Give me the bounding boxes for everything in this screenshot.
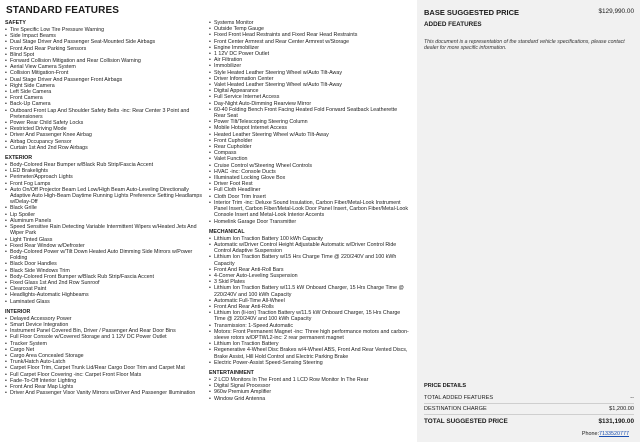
total-price-label: TOTAL SUGGESTED PRICE: [424, 418, 508, 425]
feature-list: [209, 20, 409, 225]
price-row-value: $1,200.00: [609, 406, 634, 412]
feature-item: • Compass: [209, 150, 409, 156]
feature-item: • Cargo Net: [5, 347, 205, 353]
feature-item: • 1 12V DC Power Outlet: [209, 51, 409, 57]
feature-item: • Front And Rear Parking Sensors: [5, 46, 205, 52]
feature-item: • Perimeter/Approach Lights: [5, 174, 205, 180]
feature-item: • Mobile Hotspot Internet Access: [209, 125, 409, 131]
feature-item: • Digital Appearance: [209, 88, 409, 94]
feature-item: • Aerial View Camera System: [5, 64, 205, 70]
base-price-label: BASE SUGGESTED PRICE: [424, 8, 520, 17]
pricing-panel: [417, 0, 640, 442]
feature-item: • Front Camera: [5, 95, 205, 101]
feature-item: • Automatic Full-Time All-Wheel: [209, 298, 409, 304]
feature-item: • Light Tinted Glass: [5, 237, 205, 243]
feature-item: • LED Brakelights: [5, 168, 205, 174]
feature-item: • Instrument Panel Covered Bin, Driver / Passenger And Rear Door Bins: [5, 328, 205, 334]
feature-item: • Cruise Control w/Steering Wheel Controls: [209, 163, 409, 169]
page-title: STANDARD FEATURES: [6, 5, 119, 16]
feature-item: • Auto On/Off Projector Beam Led Low/High Beam Auto-Leveling Directionally Adaptive Auto High-Beam Daytime Running Lights Preference Setting Headlamps w/Delay-Off: [5, 187, 205, 206]
section-heading-safety: SAFETY: [5, 20, 26, 26]
feature-item: • 60-40 Folding Bench Front Facing Heated Fold Forward Seatback Leatherette Rear Seat: [209, 107, 409, 119]
feature-item: • Fade-To-Off Interior Lighting: [5, 378, 205, 384]
feature-item: • Front Cupholder: [209, 138, 409, 144]
feature-item: • Driver Foot Rest: [209, 181, 409, 187]
feature-item: • Body-Colored Power w/Tilt Down Heated Auto Dimming Side Mirrors w/Power Folding: [5, 249, 205, 261]
feature-item: • Lithium Ion Traction Battery w/11.5 kW Onboard Charger, 15 Hrs Charge Time @ 220/240V and 100 kWh Capacity: [209, 285, 409, 297]
feature-item: • Right Side Camera: [5, 83, 205, 89]
feature-item: • Body-Colored Rear Bumper w/Black Rub Strip/Fascia Accent: [5, 162, 205, 168]
feature-item: • Digital Signal Processor: [209, 383, 409, 389]
total-price-value: $131,190.00: [598, 418, 634, 425]
feature-list: [5, 316, 205, 397]
price-details-title: PRICE DETAILS: [424, 383, 467, 389]
feature-item: • Style Heated Leather Steering Wheel w/Auto Tilt-Away: [209, 70, 409, 76]
feature-item: • Driver And Passenger Knee Airbag: [5, 132, 205, 138]
feature-item: • Dual Stage Driver And Passenger Front Airbags: [5, 77, 205, 83]
feature-item: • Full Service Internet Access: [209, 94, 409, 100]
feature-item: • 960w Premium Amplifier: [209, 389, 409, 395]
feature-item: • Aluminum Panels: [5, 218, 205, 224]
feature-item: • Dual Stage Driver And Passenger Seat-Mounted Side Airbags: [5, 39, 205, 45]
feature-item: • Front Center Armrest and Rear Center Armrest w/Storage: [209, 39, 409, 45]
feature-item: • Lithium Ion Traction Battery: [209, 341, 409, 347]
feature-item: • Full Cloth Headliner: [209, 187, 409, 193]
price-row-label: TOTAL ADDED FEATURES: [424, 395, 494, 401]
feature-item: • Engine Immobilizer: [209, 45, 409, 51]
feature-item: • Blind Spot: [5, 52, 205, 58]
feature-item: • Driver Information Center: [209, 76, 409, 82]
feature-item: • Interior Trim -inc: Deluxe Sound Insulation, Carbon Fiber/Metal-Look Instrument Panel Insert, Carbon Fiber/Metal-Look Door Panel Insert, Carbon Fiber/Metal-Look Console Insert and Metal-Look Interior Accents: [209, 200, 409, 219]
price-row-total: [424, 415, 634, 427]
feature-item: • Systems Monitor: [209, 20, 409, 26]
base-price-header: [424, 8, 634, 17]
feature-list: [209, 377, 409, 402]
feature-item: • Tracker System: [5, 341, 205, 347]
disclaimer-text: This document is a representation of the standard vehicle specifications, please contact dealer for more specific information.: [424, 39, 625, 52]
features-column-1: [5, 20, 205, 396]
feature-item: • Full Floor Console w/Covered Storage and 1 12V DC Power Outlet: [5, 334, 205, 340]
feature-item: • Power Rear Child Safety Locks: [5, 120, 205, 126]
feature-item: • Automatic w/Driver Control Height Adjustable Automatic w/Driver Control Ride Control Adaptive Suspension: [209, 242, 409, 254]
feature-item: • Speed Sensitive Rain Detecting Variable Intermittent Wipers w/Heated Jets And Wiper Park: [5, 224, 205, 236]
feature-item: • Electric Power-Assist Speed-Sensing Steering: [209, 360, 409, 366]
feature-item: • Delayed Accessory Power: [5, 316, 205, 322]
feature-item: • Curtain 1st And 2nd Row Airbags: [5, 145, 205, 151]
section-heading-interior: INTERIOR: [5, 308, 31, 315]
feature-item: • Trunk/Hatch Auto-Latch: [5, 359, 205, 365]
section-heading-exterior: EXTERIOR: [5, 155, 33, 162]
feature-item: • Clearcoat Paint: [5, 286, 205, 292]
price-row-label: DESTINATION CHARGE: [424, 406, 487, 412]
feature-item: • Air Filtration: [209, 57, 409, 63]
feature-item: • Homelink Garage Door Transmitter: [209, 219, 409, 225]
section-heading-entertainment: ENTERTAINMENT: [209, 369, 254, 376]
feature-item: • Lithium Ion Traction Battery 100 kWh Capacity: [209, 236, 409, 242]
section-heading-mechanical: MECHANICAL: [209, 228, 245, 235]
feature-item: • Lithium Ion (li-ion) Traction Battery w/11.5 kW Onboard Charger, 15 Hrs Charge Time @ 220/240V and 100 kWh Capacity: [209, 310, 409, 322]
feature-item: • Valet Function: [209, 156, 409, 162]
feature-item: • Side Impact Beams: [5, 33, 205, 39]
feature-item: • 2 LCD Monitors In The Front and 1 LCD Row Monitor In The Rear: [209, 377, 409, 383]
feature-item: • Cloth Door Trim Insert: [209, 194, 409, 200]
feature-item: • Driver And Passenger Visor Vanity Mirrors w/Driver And Passenger Illumination: [5, 390, 205, 396]
feature-item: • 3 Skid Plates: [209, 279, 409, 285]
price-row-destination: [424, 404, 634, 415]
feature-item: • Black Door Handles: [5, 261, 205, 267]
feature-item: • Restricted Driving Mode: [5, 126, 205, 132]
feature-item: • Left Side Camera: [5, 89, 205, 95]
feature-item: • Smart Device Integration: [5, 322, 205, 328]
feature-item: • Lithium Ion Traction Battery w/15 Hrs Charge Time @ 220/240V and 100 kWh Capacity: [209, 254, 409, 266]
feature-item: • Immobilizer: [209, 63, 409, 69]
feature-item: • Collision Mitigation-Front: [5, 70, 205, 76]
added-features-heading: ADDED FEATURES: [424, 21, 482, 28]
feature-item: • Black Side Windows Trim: [5, 268, 205, 274]
feature-item: • Laminated Glass: [5, 299, 205, 305]
feature-list: [5, 162, 205, 305]
price-row-added-features: [424, 393, 634, 404]
base-price-value: $129,990.00: [598, 8, 634, 15]
feature-item: • Airbag Occupancy Sensor: [5, 139, 205, 145]
feature-item: • Front Fog Lamps: [5, 181, 205, 187]
feature-item: • Window Grid Antenna: [209, 396, 409, 402]
feature-item: • Full Carpet Floor Covering -inc: Carpet Front Floor Mats: [5, 372, 205, 378]
feature-item: • Valet Heated Leather Steering Wheel w/Auto Tilt-Away: [209, 82, 409, 88]
feature-item: • Illuminated Locking Glove Box: [209, 175, 409, 181]
feature-item: • Black Grille: [5, 205, 205, 211]
feature-item: • Transmission: 1-Speed Automatic: [209, 323, 409, 329]
feature-item: • Headlights-Automatic Highbeams: [5, 292, 205, 298]
features-column-2: [209, 20, 409, 402]
feature-item: • Lip Spoiler: [5, 212, 205, 218]
feature-item: • Back-Up Camera: [5, 101, 205, 107]
feature-item: • Tire Specific Low Tire Pressure Warning: [5, 27, 205, 33]
feature-list: [5, 27, 205, 151]
feature-item: • Cargo Area Concealed Storage: [5, 353, 205, 359]
feature-item: • HVAC -inc: Console Ducts: [209, 169, 409, 175]
feature-item: • Outboard Front Lap And Shoulder Safety Belts -inc: Rear Center 3 Point and Pretensioners: [5, 108, 205, 120]
feature-item: • Carpet Floor Trim, Carpet Trunk Lid/Rear Cargo Door Trim and Carpet Mat: [5, 365, 205, 371]
dealer-phone: [424, 431, 629, 437]
feature-item: • Forward Collision Mitigation and Rear Collision Warning: [5, 58, 205, 64]
feature-item: • Front And Rear Map Lights: [5, 384, 205, 390]
feature-item: • Motors: Front Permanent Magnet -inc: Three high performance motors and carbon-sleeve rotors w/DPTWL2-inc: 2 rear permanent magnet: [209, 329, 409, 341]
feature-item: • Fixed Front Head Restraints and Fixed Rear Head Restraints: [209, 32, 409, 38]
feature-item: • Front And Rear Anti-Rolls: [209, 304, 409, 310]
feature-item: • Heated Leather Steering Wheel w/Auto Tilt-Away: [209, 132, 409, 138]
feature-item: • Body-Colored Front Bumper w/Black Rub Strip/Fascia Accent: [5, 274, 205, 280]
feature-item: • 4-Corner Auto-Leveling Suspension: [209, 273, 409, 279]
phone-link[interactable]: 7133520777: [599, 431, 629, 437]
feature-item: • Day-Night Auto-Dimming Rearview Mirror: [209, 101, 409, 107]
price-details: [424, 383, 634, 427]
feature-item: • Rear Cupholder: [209, 144, 409, 150]
phone-label: Phone:: [581, 431, 600, 437]
feature-item: • Power Tilt/Telescoping Steering Column: [209, 119, 409, 125]
feature-item: • Regenerative 4-Wheel Disc Brakes w/4-Wheel ABS, Front And Rear Vented Discs, Brake Assist, Hill Hold Control and Electric Parking Brake: [209, 347, 409, 359]
feature-item: • Fixed Glass 1st And 2nd Row Sunroof: [5, 280, 205, 286]
feature-item: • Front And Rear Anti-Roll Bars: [209, 267, 409, 273]
feature-item: • Outside Temp Gauge: [209, 26, 409, 32]
price-row-value: --: [630, 395, 634, 401]
feature-item: • Fixed Rear Window w/Defroster: [5, 243, 205, 249]
feature-list: [209, 236, 409, 366]
